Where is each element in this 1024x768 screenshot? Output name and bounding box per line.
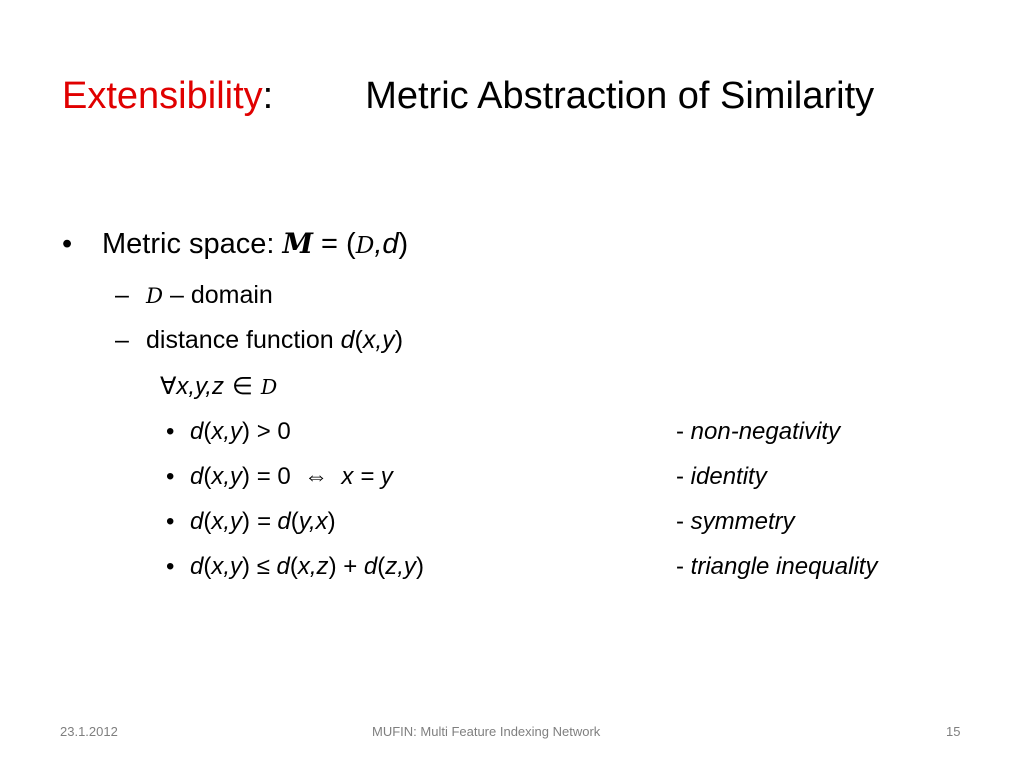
formula-part: (: [290, 508, 299, 535]
metric-space-text: [102, 228, 408, 261]
domain-label: – domain: [163, 281, 273, 309]
formula-part: ⇔: [304, 463, 329, 490]
bullet-dot: •: [62, 228, 73, 260]
property-label: triangle inequality: [690, 553, 878, 580]
formula-part: (: [203, 553, 212, 580]
dash-bullet: –: [115, 281, 129, 309]
formula-part: x,y: [211, 418, 243, 445]
formula-part: [328, 463, 341, 490]
formula-part: ) ≤: [242, 553, 277, 580]
formula-part: ): [415, 553, 424, 580]
formula-part: (: [289, 553, 298, 580]
symbol-D: D: [260, 375, 278, 399]
title-subtitle: Metric Abstraction of Similarity: [365, 75, 875, 117]
formula-part: ) +: [328, 553, 364, 580]
formula-part: d: [276, 553, 290, 580]
metric-space-close: ): [398, 228, 409, 260]
formula-part: (: [203, 463, 212, 490]
paren-open: (: [354, 326, 363, 354]
footer-page-number: 15: [946, 724, 961, 739]
footer-date: 23.1.2012: [60, 724, 118, 739]
formula-part: ) > 0: [242, 418, 291, 445]
property-name: [676, 553, 877, 581]
formula-part: x,z: [297, 553, 329, 580]
formula-part: x = y: [341, 463, 393, 490]
symbol-M: M: [282, 228, 313, 260]
formula-part: (: [203, 418, 212, 445]
distance-args: x,y: [362, 326, 395, 354]
property-dash: -: [676, 553, 691, 580]
paren-close: ): [394, 326, 404, 354]
property-label: identity: [690, 463, 767, 490]
title-colon: :: [262, 75, 274, 117]
distance-function-label: distance function: [146, 326, 341, 354]
title-accent: Extensibility: [62, 75, 263, 117]
symbol-d: d: [340, 326, 355, 354]
property-dash: -: [676, 418, 691, 445]
property-dash: -: [676, 508, 691, 535]
formula-part: ): [242, 508, 257, 535]
formula-part: d: [190, 508, 204, 535]
formula-part: d: [190, 553, 204, 580]
property-name: [676, 508, 795, 536]
formula-part: ) = 0: [242, 463, 305, 490]
metric-space-comma: ,: [374, 228, 383, 260]
property-formula: [190, 418, 291, 446]
metric-space-label: Metric space:: [102, 228, 283, 260]
domain-text: [146, 281, 273, 310]
footer-title: MUFIN: Multi Feature Indexing Network: [372, 724, 601, 739]
symbol-D: D: [355, 232, 375, 259]
formula-part: d: [190, 463, 204, 490]
property-name: [676, 418, 840, 446]
property-label: symmetry: [690, 508, 795, 535]
formula-part: (: [377, 553, 386, 580]
dash-bullet: –: [115, 326, 129, 354]
property-formula: [190, 463, 393, 491]
property-formula: [190, 508, 336, 536]
formula-part: (: [203, 508, 212, 535]
formula-part: z,y: [385, 553, 416, 580]
formula-part: = d: [256, 508, 291, 535]
property-dash: -: [676, 463, 691, 490]
bullet-dot: •: [166, 463, 175, 490]
formula-part: d: [363, 553, 378, 580]
formula-part: x,y: [211, 463, 243, 490]
forall-vars: x,y,z: [176, 373, 224, 400]
bullet-dot: •: [166, 508, 175, 535]
metric-space-eq: = (: [313, 228, 356, 260]
symbol-D: D: [146, 284, 164, 309]
symbol-d: d: [382, 228, 399, 260]
formula-part: d: [190, 418, 204, 445]
formula-part: y,x: [298, 508, 328, 535]
property-name: [676, 463, 767, 491]
formula-part: x,y: [211, 553, 243, 580]
bullet-dot: •: [166, 418, 175, 445]
distance-function-text: [146, 326, 403, 355]
element-of-symbol: ∈: [231, 373, 253, 400]
forall-line: [160, 372, 277, 401]
property-label: non-negativity: [690, 418, 841, 445]
bullet-dot: •: [166, 553, 175, 580]
property-formula: [190, 553, 424, 581]
formula-part: x,y: [211, 508, 243, 535]
forall-symbol: ∀: [160, 373, 177, 400]
formula-part: ): [327, 508, 336, 535]
